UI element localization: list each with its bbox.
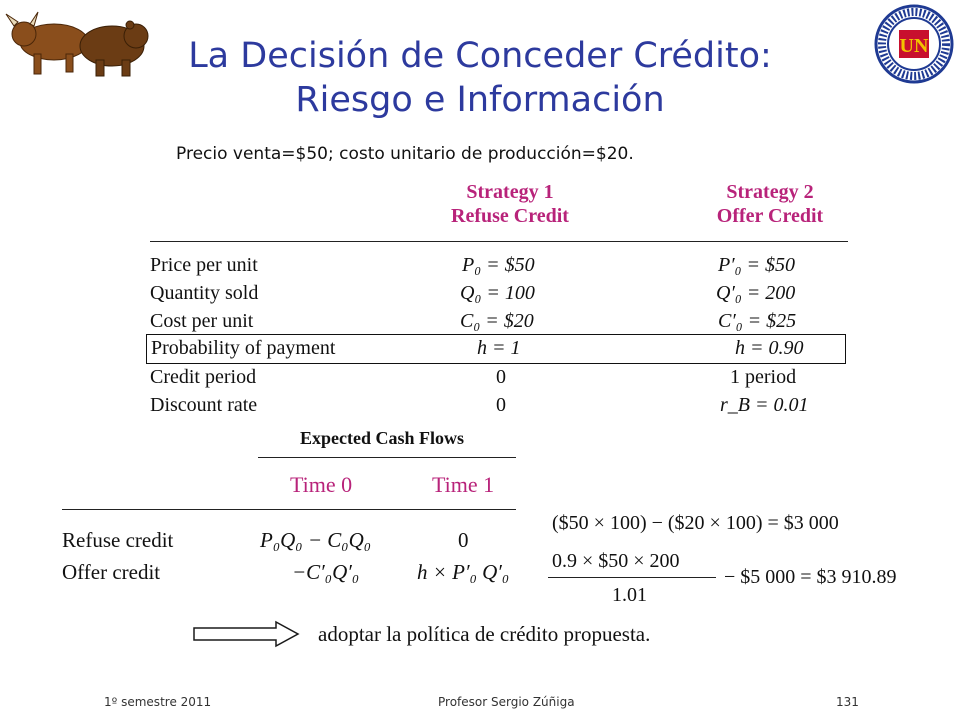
cash-flows-mid-rule: [62, 509, 516, 510]
table-row: [150, 366, 850, 394]
row-label: Refuse credit: [62, 528, 174, 552]
table-row: [150, 282, 850, 310]
offer-numerator: 0.9 × $50 × 200: [552, 550, 680, 572]
offer-denominator: 1.01: [612, 584, 647, 606]
s1-value: Q₀ = 100: [460, 282, 535, 304]
s2-value: 1 period: [730, 366, 797, 388]
strategy1-title: Strategy 1: [466, 181, 554, 203]
row-label: Discount rate: [150, 394, 258, 416]
fraction-bar: [548, 577, 716, 578]
row-label: Probability of payment: [151, 337, 336, 359]
row-label: Price per unit: [150, 254, 258, 276]
footer-page-number: 131: [836, 695, 859, 709]
strategy2-title: Strategy 2: [726, 181, 814, 203]
cash-flows-top-rule: [258, 457, 516, 458]
strategy1-header: [410, 180, 610, 228]
s2-value: h = 0.90: [735, 337, 804, 359]
row-label: Cost per unit: [150, 310, 254, 332]
time1-header: Time 1: [432, 472, 495, 497]
cash-flow-row-offer: [62, 560, 522, 588]
cash-flow-row-refuse: [62, 528, 522, 556]
s1-value: P₀ = $50: [462, 254, 535, 276]
s1-value: 0: [496, 394, 506, 416]
slide-title-line1: La Decisión de Conceder Crédito:: [188, 36, 772, 76]
footer-professor: Profesor Sergio Zúñiga: [438, 695, 575, 709]
t0-value: −C′₀Q′₀: [292, 560, 360, 584]
s1-value: h = 1: [477, 337, 521, 359]
t1-value: h × P′₀ Q′₀: [417, 560, 510, 584]
t0-value: P₀Q₀ − C₀Q₀: [260, 528, 372, 552]
s2-value: P′₀ = $50: [718, 254, 796, 276]
strategy-table-rule: [150, 241, 848, 242]
table-row: [150, 394, 850, 422]
row-label: Quantity sold: [150, 282, 259, 304]
footer-semester: 1º semestre 2011: [104, 695, 212, 709]
right-arrow-icon: [192, 620, 302, 648]
university-logo-icon: [874, 4, 954, 84]
conclusion-text: adoptar la política de crédito propuesta.: [318, 622, 651, 646]
time0-header: Time 0: [290, 472, 353, 497]
s1-value: 0: [496, 366, 506, 388]
refuse-calculation: ($50 × 100) − ($20 × 100) = $3 000: [552, 512, 839, 534]
row-label: Credit period: [150, 366, 257, 388]
svg-text:UN: UN: [899, 35, 929, 57]
strategy2-subtitle: Offer Credit: [716, 205, 824, 227]
offer-result: − $5 000 = $3 910.89: [724, 566, 897, 588]
t1-value: 0: [458, 528, 469, 552]
s1-value: C₀ = $20: [460, 310, 534, 332]
table-row-highlighted: [146, 334, 846, 364]
s2-value: Q′₀ = 200: [716, 282, 796, 304]
price-note: Precio venta=$50; costo unitario de producción=$20.: [176, 144, 634, 164]
cash-flows-header: Expected Cash Flows: [300, 428, 465, 448]
strategy1-subtitle: Refuse Credit: [451, 205, 569, 227]
bull-and-bear-icon: [4, 4, 154, 79]
s2-value: C′₀ = $25: [718, 310, 797, 332]
row-label: Offer credit: [62, 560, 161, 584]
strategy2-header: [670, 180, 870, 228]
s2-value: r_B = 0.01: [720, 394, 809, 416]
slide-title-line2: Riesgo e Información: [295, 80, 665, 120]
table-row: [150, 254, 850, 282]
